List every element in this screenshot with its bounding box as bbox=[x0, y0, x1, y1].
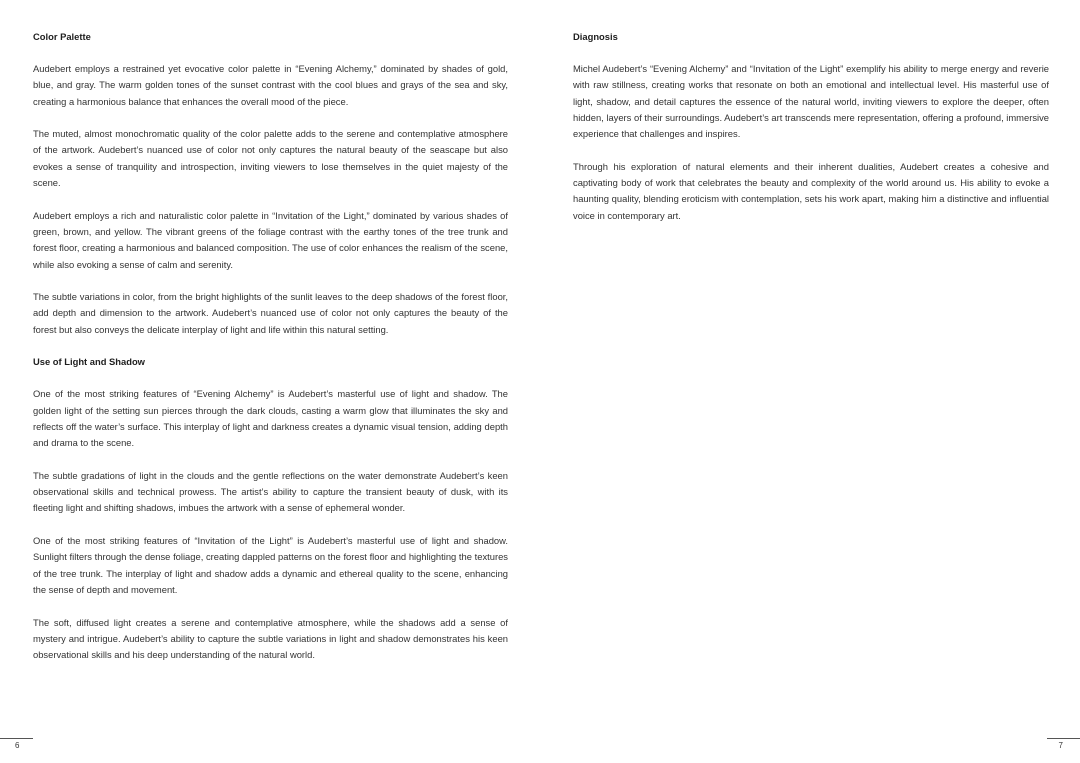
light-shadow-paragraph-4: The soft, diffused light creates a serene and contemplative atmosphere, while the shadows add a sense of mystery and intrigue. Audebert’s ability to capture the subtle variations in light and shadow demonstrates his keen observational skills and his deep understanding of the natural world. bbox=[33, 616, 508, 661]
diagnosis-paragraph-1: Michel Audebert’s “Evening Alchemy” and “Invitation of the Light” exemplify his ability to merge energy and reverie with raw stillness, creating works that resonate on both an emotional and intellectual level. His masterful use of light, shadow, and detail captures the essence of the natural world, inviting viewers to explore the deeper, often hidden, layers of their surroundings. Audebert’s art transcends mere representation, offering a profound, immersive experience that challenges and inspires. bbox=[573, 63, 1049, 140]
color-palette-heading: Color Palette bbox=[33, 31, 91, 42]
color-palette-paragraph-2: The muted, almost monochromatic quality of the color palette adds to the serene and contemplative atmosphere of the artwork. Audebert’s nuanced use of color not only captures the natural beauty of the seascape but also evokes a sense of tranquility and introspection, inviting viewers to lose themselves in the quiet majesty of the scene. bbox=[33, 128, 508, 189]
color-palette-paragraph-3: Audebert employs a rich and naturalistic color palette in “Invitation of the Light,” dominated by various shades of green, brown, and yellow. The vibrant greens of the foliage contrast with the earthy tones of the tree trunk and forest floor, creating a harmonious and balanced composition. The use of color enhances the realism of the scene, while also evoking a sense of calm and serenity. bbox=[33, 209, 508, 270]
light-shadow-paragraph-1: One of the most striking features of “Evening Alchemy” is Audebert’s masterful use of light and shadow. The golden light of the setting sun pierces through the dark clouds, casting a warm glow that illuminates the sky and reflects off the water’s surface. This interplay of light and darkness creates a dynamic visual tension, adding depth and drama to the scene. bbox=[33, 388, 508, 449]
right-page-number: 7 bbox=[1058, 741, 1063, 750]
diagnosis-heading: Diagnosis bbox=[573, 31, 618, 42]
left-footer-rule bbox=[0, 738, 33, 739]
right-footer-rule bbox=[1047, 738, 1080, 739]
light-shadow-heading: Use of Light and Shadow bbox=[33, 356, 145, 368]
diagnosis-paragraph-2: Through his exploration of natural elements and their inherent dualities, Audebert creates a cohesive and captivating body of work that celebrates the beauty and complexity of the world around us. His ability to evoke a haunting quality, blending eroticism with contemplation, sets his work apart, making him a distinctive and influential voice in contemporary art. bbox=[573, 160, 1049, 221]
color-palette-paragraph-1: Audebert employs a restrained yet evocative color palette in “Evening Alchemy,” dominated by shades of gold, blue, and gray. The warm golden tones of the sunset contrast with the cool blues and grays of the sea and sky, creating a harmonious balance that enhances the overall mood of the piece. bbox=[33, 63, 508, 107]
light-shadow-section bbox=[33, 354, 508, 663]
right-page bbox=[540, 0, 1080, 763]
color-palette-paragraph-4: The subtle variations in color, from the bright highlights of the sunlit leaves to the deep shadows of the forest floor, add depth and dimension to the artwork. Audebert’s nuanced use of color not only captures the beauty of the forest but also conveys the delicate interplay of light and life within this natural setting. bbox=[33, 291, 508, 335]
left-page-column bbox=[33, 29, 508, 680]
right-page-column bbox=[573, 29, 1049, 240]
light-shadow-paragraph-2: The subtle gradations of light in the clouds and the gentle reflections on the water demonstrate Audebert’s keen observational skills and technical prowess. The artist’s ability to capture the transient beauty of dusk, with its fleeting light and shifting shadows, imbues the artwork with a sense of ephemeral wonder. bbox=[33, 469, 508, 514]
color-palette-section bbox=[33, 29, 508, 338]
left-page-number: 6 bbox=[15, 741, 20, 750]
light-shadow-paragraph-3: One of the most striking features of “Invitation of the Light” is Audebert’s masterful use of light and shadow. Sunlight filters through the dense foliage, creating dappled patterns on the forest floor and highlighting the textures of the tree trunk. The interplay of light and shadow adds a dynamic and ethereal quality to the scene, enhancing the sense of depth and movement. bbox=[33, 535, 508, 595]
diagnosis-section bbox=[573, 29, 1049, 224]
